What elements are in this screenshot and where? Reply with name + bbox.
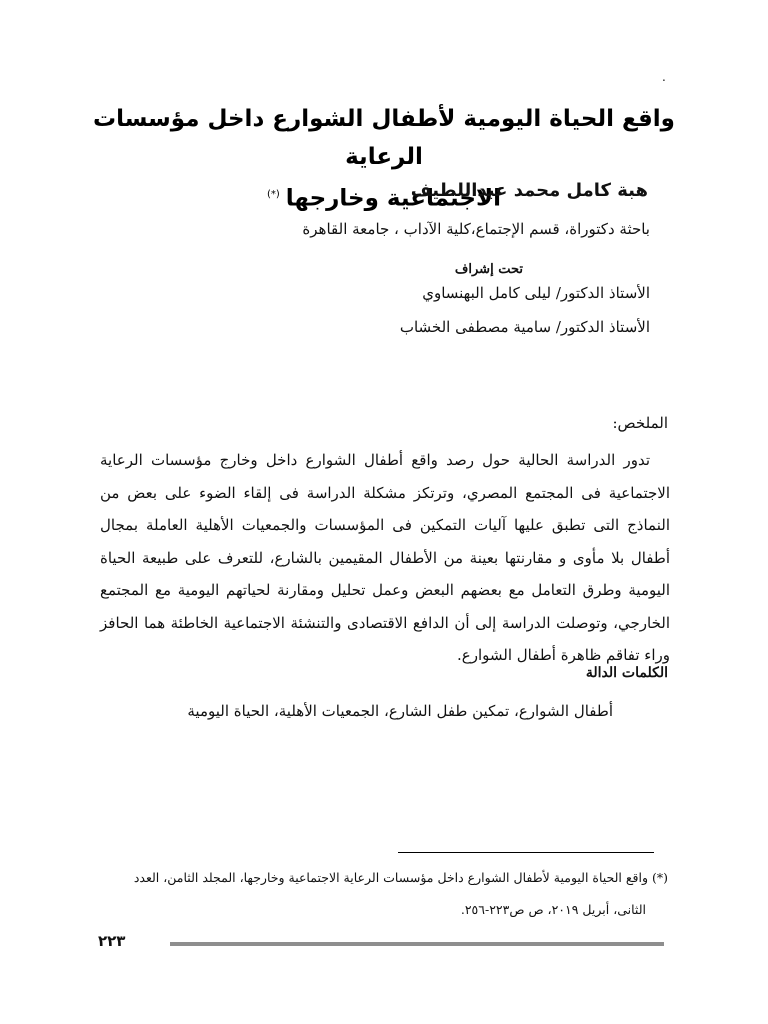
page-footer-bar (170, 942, 664, 946)
author-name: هبة كامل محمد عبداللطيف (410, 180, 648, 201)
page-number: ٢٢٣ (98, 932, 126, 950)
footnote-marker: (*) (266, 189, 280, 200)
author-affiliation: باحثة دكتوراة، قسم الإجتماع،كلية الآداب ، جامعة القاهرة (302, 220, 650, 238)
footnote (78, 862, 668, 926)
supervisor-2: الأستاذ الدكتور/ سامية مصطفى الخشاب (399, 318, 650, 336)
footnote-divider (398, 852, 654, 853)
supervision-label: تحت إشراف (454, 262, 523, 277)
keywords-text: أطفال الشوارع، تمكين طفل الشارع، الجمعيات الأهلية، الحياة اليومية (187, 702, 613, 720)
keywords-label: الكلمات الدالة (585, 665, 668, 681)
abstract-text: تدور الدراسة الحالية حول رصد واقع أطفال الشوارع داخل وخارج مؤسسات الرعاية الاجتماعية فى المجتمع المصري، وترتكز مشكلة الدراسة فى إلقاء الضوء على بعض من النماذج التى تطبق عليها آليات التمكين فى المؤسسات والجمعيات الأهلية العاملة بمجال أطفال بلا مأوى و مقارنتها بعينة من الأطفال المقيمين بالشارع، للتعرف على طبيعة الحياة اليومية وطرق التعامل مع بعضهم البعض وعمل تحليل ومقارنة لحياتهم اليومية مع المجتمع الخارجي، وتوصلت الدراسة إلى أن الدافع الاقتصادى والتنشئة الاجتماعية الخاطئة هما الحافز وراء تفاقم ظاهرة أطفال الشوارع. (100, 451, 670, 664)
corner-dot: . (662, 70, 666, 84)
footnote-line-1: (*) واقع الحياة اليومية لأطفال الشوارع داخل مؤسسات الرعاية الاجتماعية وخارجها، المجلد الثامن، العدد (133, 870, 668, 885)
supervisor-1: الأستاذ الدكتور/ ليلى كامل البهنساوي (422, 284, 650, 302)
abstract-label: الملخص: (612, 414, 668, 432)
title-line-2-text: الاجتماعية وخارجها (285, 185, 502, 212)
title-line-1: واقع الحياة اليومية لأطفال الشوارع داخل مؤسسات الرعاية (93, 106, 675, 170)
footnote-line-2: الثانى، أبريل ٢٠١٩، ص ص٢٢٣-٢٥٦. (460, 902, 646, 917)
